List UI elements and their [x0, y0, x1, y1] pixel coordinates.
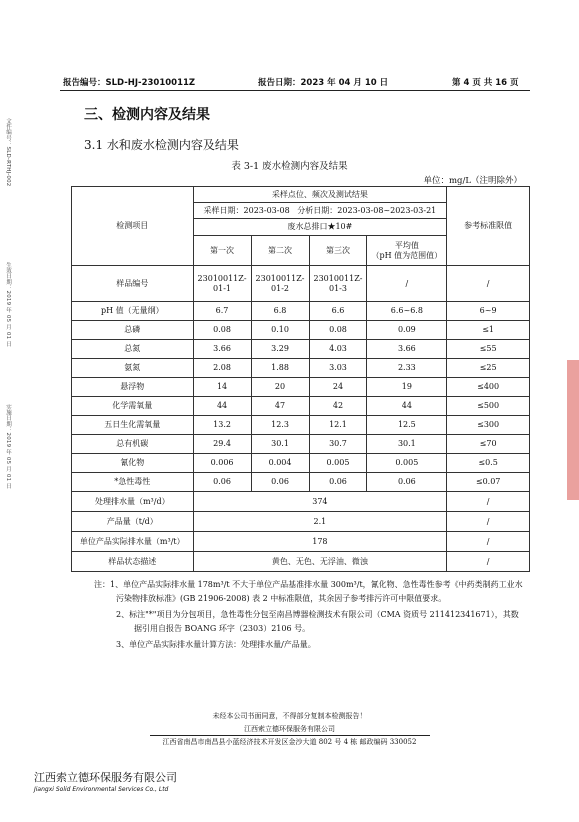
time-2-header: 第二次 — [251, 236, 309, 266]
avg-header-line-2: （pH 值为范围值） — [371, 250, 443, 260]
item-name: 化学需氧量 — [72, 397, 194, 416]
time-3-header: 第三次 — [309, 236, 367, 266]
summary-name: 单位产品实际排水量（m³/t） — [72, 532, 194, 552]
value-1: 44 — [193, 397, 251, 416]
value-2: 0.10 — [251, 321, 309, 340]
table-caption: 表 3-1 废水检测内容及结果 — [231, 161, 348, 172]
item-name: *急性毒性 — [72, 473, 194, 492]
note-3: 3、单位产品实际排水量计算方法：处理排水量/产品量。 — [116, 640, 316, 649]
sample-avg: / — [367, 266, 447, 302]
value-ref: 6~9 — [447, 302, 530, 321]
footer-company: 江西索立德环保服务有限公司 — [244, 725, 335, 733]
value-ref: ≤55 — [447, 340, 530, 359]
value-2: 0.06 — [251, 473, 309, 492]
item-name: 悬浮物 — [72, 378, 194, 397]
item-name: 总有机碳 — [72, 435, 194, 454]
value-avg: 44 — [367, 397, 447, 416]
subsection-title: 3.1 水和废水检测内容及结果 — [84, 138, 239, 152]
sample-id-2: 23010011Z-01-2 — [251, 266, 309, 302]
page-number: 第 4 页 共 16 页 — [452, 78, 519, 88]
value-3: 3.03 — [309, 359, 367, 378]
item-name: 总氮 — [72, 340, 194, 359]
item-name: pH 值（无量纲） — [72, 302, 194, 321]
summary-ref: / — [447, 492, 530, 512]
table-row — [72, 454, 530, 473]
report-date: 报告日期：2023 年 04 月 10 日 — [258, 78, 389, 88]
summary-row — [72, 512, 530, 532]
sampling-point: 废水总排口★10# — [193, 219, 447, 236]
value-ref: ≤300 — [447, 416, 530, 435]
value-avg: 6.6~6.8 — [367, 302, 447, 321]
item-name: 氰化物 — [72, 454, 194, 473]
side-implement-date: 实施日期：2019 年 05 月 01 日 — [5, 404, 11, 489]
table-row — [72, 397, 530, 416]
summary-name: 样品状态描述 — [72, 552, 194, 572]
table-row — [72, 359, 530, 378]
table-row — [72, 473, 530, 492]
seal-edge — [567, 360, 579, 500]
col-item-header: 检测项目 — [72, 187, 194, 266]
value-1: 0.08 — [193, 321, 251, 340]
value-2: 12.3 — [251, 416, 309, 435]
value-3: 4.03 — [309, 340, 367, 359]
value-1: 29.4 — [193, 435, 251, 454]
summary-ref: / — [447, 552, 530, 572]
value-ref: ≤1 — [447, 321, 530, 340]
unit-note: 单位：mg/L（注明除外） — [423, 176, 522, 186]
results-table — [71, 186, 530, 572]
value-avg: 30.1 — [367, 435, 447, 454]
value-2: 30.1 — [251, 435, 309, 454]
value-ref: ≤400 — [447, 378, 530, 397]
summary-row — [72, 492, 530, 512]
value-avg: 19 — [367, 378, 447, 397]
value-ref: ≤0.07 — [447, 473, 530, 492]
time-1-header: 第一次 — [193, 236, 251, 266]
sample-id-1: 23010011Z-01-1 — [193, 266, 251, 302]
summary-value: 374 — [193, 492, 447, 512]
side-effective-date: 生效日期：2019 年 05 月 01 日 — [5, 262, 11, 347]
sample-id-3: 23010011Z-01-3 — [309, 266, 367, 302]
value-3: 0.06 — [309, 473, 367, 492]
value-avg: 12.5 — [367, 416, 447, 435]
company-name-en: Jiangxi Solid Environmental Services Co., Ltd — [34, 786, 169, 793]
value-avg: 3.66 — [367, 340, 447, 359]
summary-ref: / — [447, 512, 530, 532]
sampling-info-header: 采样点位、频次及测试结果 — [193, 187, 447, 203]
summary-ref: / — [447, 532, 530, 552]
value-1: 13.2 — [193, 416, 251, 435]
value-ref: ≤70 — [447, 435, 530, 454]
avg-header-line-1: 平均值 — [394, 241, 419, 251]
item-name: 总磷 — [72, 321, 194, 340]
note-2: 2、标注"*"项目为分包项目，急性毒性分包至南昌博器检测技术有限公司（CMA 资质号 211412341671），其数据引用自报告 BOANG 环字（2303）2106 号。 — [116, 610, 519, 633]
footer-divider — [150, 735, 430, 736]
sample-ref: / — [447, 266, 530, 302]
value-avg: 0.005 — [367, 454, 447, 473]
value-1: 3.66 — [193, 340, 251, 359]
header-divider — [60, 90, 530, 91]
value-avg: 2.33 — [367, 359, 447, 378]
item-name: 氨氮 — [72, 359, 194, 378]
value-2: 20 — [251, 378, 309, 397]
side-doc-number: 文件编号：SLD-RTHJ-002 — [5, 118, 11, 187]
value-1: 0.06 — [193, 473, 251, 492]
footer-address: 江西省南昌市南昌县小蓝经济技术开发区金沙大道 802 号 4 栋 邮政编码 330052 — [162, 738, 417, 746]
value-1: 14 — [193, 378, 251, 397]
value-3: 12.1 — [309, 416, 367, 435]
value-2: 47 — [251, 397, 309, 416]
analysis-date: 分析日期：2023-03-08~2023-03-21 — [297, 205, 437, 215]
value-3: 42 — [309, 397, 367, 416]
value-1: 2.08 — [193, 359, 251, 378]
value-2: 0.004 — [251, 454, 309, 473]
summary-value: 2.1 — [193, 512, 447, 532]
item-name: 五日生化需氧量 — [72, 416, 194, 435]
ref-limit-header: 参考标准限值 — [447, 187, 530, 266]
value-ref: ≤0.5 — [447, 454, 530, 473]
value-3: 0.005 — [309, 454, 367, 473]
note-1: 注：1、单位产品实际排水量 178m³/t 不大于单位产品基准排水量 300m³/t，氰化物、急性毒性参考《中药类制药工业水污染物排放标准》(GB 21906-2008) 表 2 中标准限值，其余因子参考排污许可中限值要求。 — [94, 580, 523, 603]
value-2: 1.88 — [251, 359, 309, 378]
value-1: 6.7 — [193, 302, 251, 321]
report-number: 报告编号：SLD-HJ-23010011Z — [63, 78, 196, 88]
summary-row — [72, 552, 530, 572]
table-row — [72, 378, 530, 397]
sample-id-label: 样品编号 — [72, 266, 194, 302]
summary-value: 178 — [193, 532, 447, 552]
notes — [94, 578, 524, 652]
value-2: 3.29 — [251, 340, 309, 359]
value-3: 0.08 — [309, 321, 367, 340]
table-row — [72, 302, 530, 321]
company-name: 江西索立德环保服务有限公司 — [34, 771, 177, 784]
value-ref: ≤25 — [447, 359, 530, 378]
value-1: 0.006 — [193, 454, 251, 473]
table-row — [72, 416, 530, 435]
value-3: 24 — [309, 378, 367, 397]
value-avg: 0.06 — [367, 473, 447, 492]
summary-name: 产品量（t/d） — [72, 512, 194, 532]
footer-disclaimer: 未经本公司书面同意，不得部分复制本检测报告！ — [212, 712, 367, 720]
summary-value: 黄色、无色、无浮油、微浊 — [193, 552, 447, 572]
date-row — [193, 203, 447, 219]
section-title: 三、检测内容及结果 — [84, 107, 210, 123]
value-3: 6.6 — [309, 302, 367, 321]
summary-name: 处理排水量（m³/d） — [72, 492, 194, 512]
avg-header — [367, 236, 447, 266]
table-row — [72, 435, 530, 454]
value-ref: ≤500 — [447, 397, 530, 416]
table-row — [72, 340, 530, 359]
value-3: 30.7 — [309, 435, 367, 454]
sampling-date: 采样日期：2023-03-08 — [203, 205, 290, 215]
table-row — [72, 321, 530, 340]
summary-row — [72, 532, 530, 552]
value-avg: 0.09 — [367, 321, 447, 340]
value-2: 6.8 — [251, 302, 309, 321]
